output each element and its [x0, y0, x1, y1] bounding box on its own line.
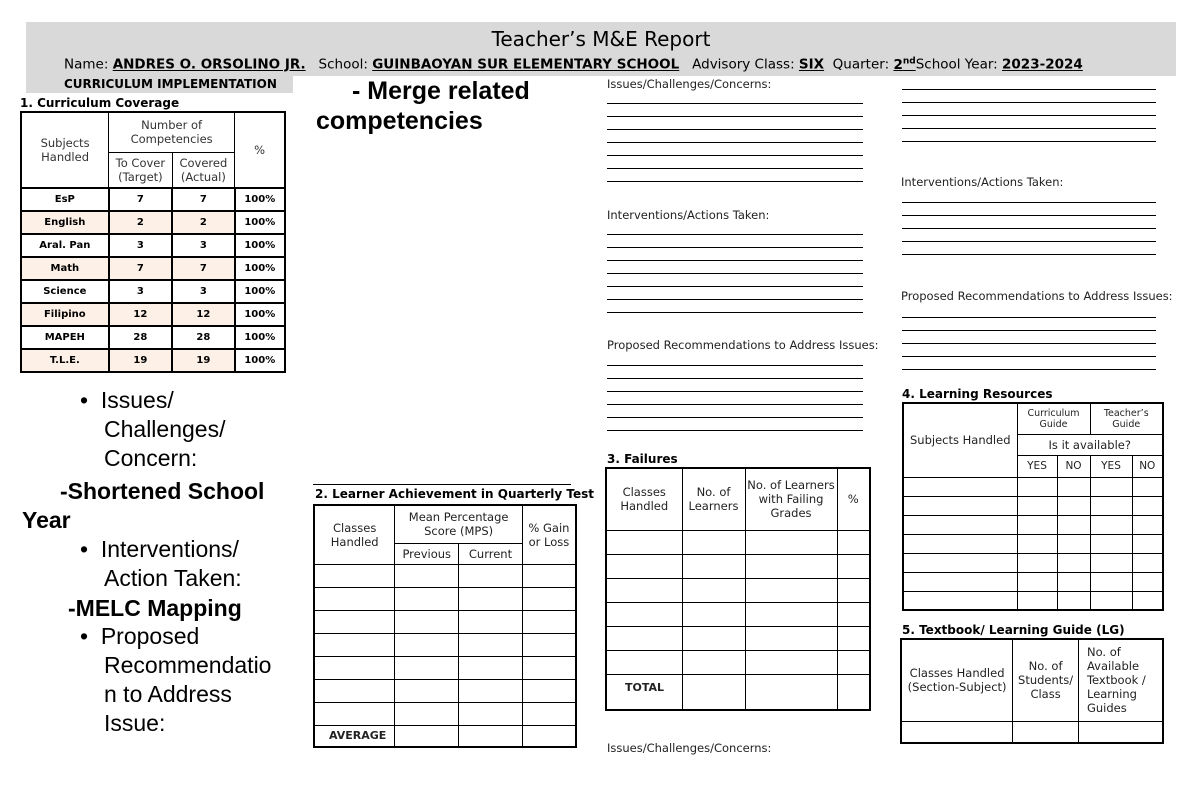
bullet-icon: • [80, 623, 89, 649]
to-cover-cell: 19 [109, 349, 172, 372]
col-no-learners: No. of Learners [682, 468, 745, 530]
col-percent: % [235, 112, 285, 188]
table-row [606, 650, 870, 674]
percent-cell: 100% [235, 326, 285, 349]
covered-cell: 3 [172, 234, 234, 257]
table-row [21, 234, 285, 257]
coverage-title: 1. Curriculum Coverage [20, 96, 180, 110]
col-percent: % [837, 468, 870, 530]
table-row [21, 188, 285, 211]
table-row [314, 610, 576, 633]
table-row [21, 211, 285, 234]
col4-interventions-lines [902, 190, 1156, 255]
total-label: TOTAL [606, 674, 682, 710]
percent-cell: 100% [235, 280, 285, 303]
col-classes-handled: Classes Handled [606, 468, 682, 530]
table-row [21, 326, 285, 349]
col4-issues-lines [902, 77, 1156, 142]
issues-lines [607, 91, 863, 182]
col-current: Current [459, 543, 523, 564]
table-row [606, 554, 870, 578]
total-row [606, 674, 870, 710]
subject-cell: T.L.E. [21, 349, 109, 372]
issues-label: Issues/Challenges/Concerns: [607, 77, 772, 91]
table-row [21, 349, 285, 372]
report-info-line [64, 56, 1083, 73]
table-row [21, 257, 285, 280]
coverage-table [20, 111, 286, 373]
table-row [606, 626, 870, 650]
col-covered: Covered (Actual) [172, 152, 234, 188]
table-row [314, 564, 576, 587]
col4-interventions-label: Interventions/Actions Taken: [901, 175, 1064, 189]
average-row [314, 725, 576, 747]
to-cover-cell: 28 [109, 326, 172, 349]
to-cover-cell: 7 [109, 257, 172, 280]
answer-issues-line2: Year [22, 507, 71, 533]
teacher-name: ANDRES O. ORSOLINO JR. [112, 56, 306, 73]
col4-proposed-lines [902, 305, 1156, 370]
to-cover-cell: 12 [109, 303, 172, 326]
table-row [314, 702, 576, 725]
subject-cell: MAPEH [21, 326, 109, 349]
subject-cell: Science [21, 280, 109, 303]
school-name: GUINBAOYAN SUR ELEMENTARY SCHOOL [372, 56, 680, 73]
table-row [21, 280, 285, 303]
failures-table [605, 467, 871, 711]
table-row [903, 534, 1163, 553]
table-row [901, 721, 1163, 743]
bullet-interventions: • Interventions/ Action Taken: [80, 536, 242, 591]
table-row [606, 578, 870, 602]
proposed-label: Proposed Recommendations to Address Issues: [607, 338, 879, 352]
learning-resources-table [902, 402, 1164, 611]
learner-achievement-table [313, 504, 577, 748]
table-row [903, 591, 1163, 610]
percent-cell: 100% [235, 349, 285, 372]
bullet-proposed: • Proposed Recommendatio n to Address Issue: [80, 623, 272, 736]
col-is-available: Is it available? [1017, 435, 1163, 456]
quarter-value: 2nd [893, 56, 916, 73]
report-header [26, 22, 1176, 76]
percent-cell: 100% [235, 234, 285, 257]
bullet-issues: • Issues/ Challenges/ Concern: [80, 387, 226, 471]
percent-cell: 100% [235, 257, 285, 280]
table-row [606, 530, 870, 554]
tg-no: NO [1132, 456, 1163, 477]
table-row [21, 303, 285, 326]
school-year-label: School Year: [915, 56, 998, 73]
school-label: School: [318, 56, 368, 73]
col-subjects-handled: Subjects Handled [903, 403, 1017, 477]
learner-achievement-title: 2. Learner Achievement in Quarterly Test [315, 487, 595, 501]
percent-cell: 100% [235, 303, 285, 326]
table-row [903, 477, 1163, 496]
learning-resources-title: 4. Learning Resources [902, 387, 1053, 401]
table-row [903, 515, 1163, 534]
curriculum-implementation-band: CURRICULUM IMPLEMENTATION [26, 76, 293, 93]
table-row [903, 553, 1163, 572]
covered-cell: 28 [172, 326, 234, 349]
table-row [314, 633, 576, 656]
col-number-competencies: Number of Competencies [109, 112, 235, 152]
table-row [903, 496, 1163, 515]
subject-cell: English [21, 211, 109, 234]
subject-cell: Filipino [21, 303, 109, 326]
answer-issues-line1: -Shortened School [60, 478, 265, 504]
covered-cell: 12 [172, 303, 234, 326]
col-mps: Mean Percentage Score (MPS) [395, 505, 522, 543]
col-available-textbooks: No. of Available Textbook / Learning Guides [1078, 639, 1163, 721]
proposed-lines [607, 353, 863, 431]
average-label: AVERAGE [314, 725, 395, 747]
table-row [314, 656, 576, 679]
table-row [606, 602, 870, 626]
merge-note [316, 76, 530, 136]
percent-cell: 100% [235, 188, 285, 211]
failures-title: 3. Failures [607, 452, 678, 466]
answer-interventions: -MELC Mapping [68, 595, 242, 621]
report-title: Teacher’s M&E Report [491, 27, 711, 51]
percent-cell: 100% [235, 211, 285, 234]
col-teachers-guide: Teacher’s Guide [1090, 403, 1163, 435]
textbook-title: 5. Textbook/ Learning Guide (LG) [902, 623, 1125, 637]
bullet-icon: • [80, 536, 89, 562]
col-failing-grades: No. of Learners with Failing Grades [745, 468, 837, 530]
bullet-icon: • [80, 387, 89, 413]
col4-proposed-label: Proposed Recommendations to Address Issues: [901, 289, 1173, 303]
advisory-label: Advisory Class: [692, 56, 795, 73]
interventions-lines [607, 222, 863, 313]
textbook-table [900, 638, 1164, 744]
covered-cell: 2 [172, 211, 234, 234]
col-no-students: No. of Students/ Class [1013, 639, 1079, 721]
name-label: Name: [64, 56, 109, 73]
covered-cell: 19 [172, 349, 234, 372]
merge-note-line1: - Merge related [352, 77, 530, 105]
subject-cell: Aral. Pan [21, 234, 109, 257]
col-curriculum-guide: Curriculum Guide [1017, 403, 1090, 435]
issues-bottom-label: Issues/Challenges/Concerns: [607, 741, 772, 755]
covered-cell: 7 [172, 257, 234, 280]
advisory-class: SIX [798, 56, 825, 73]
cg-no: NO [1057, 456, 1090, 477]
cg-yes: YES [1017, 456, 1057, 477]
quarter-label: Quarter: [832, 56, 890, 73]
col-classes-handled: Classes Handled [314, 505, 395, 564]
col-previous: Previous [395, 543, 459, 564]
to-cover-cell: 7 [109, 188, 172, 211]
tg-yes: YES [1090, 456, 1132, 477]
to-cover-cell: 2 [109, 211, 172, 234]
interventions-label: Interventions/Actions Taken: [607, 208, 770, 222]
subject-cell: Math [21, 257, 109, 280]
table-row [314, 679, 576, 702]
merge-note-line2: competencies [316, 107, 483, 135]
table-row [314, 587, 576, 610]
col-gain-loss: % Gain or Loss [522, 505, 576, 564]
covered-cell: 3 [172, 280, 234, 303]
col-classes-handled: Classes Handled (Section-Subject) [901, 639, 1013, 721]
col-subjects: Subjects Handled [21, 112, 109, 188]
to-cover-cell: 3 [109, 234, 172, 257]
to-cover-cell: 3 [109, 280, 172, 303]
subject-cell: EsP [21, 188, 109, 211]
table-row [903, 572, 1163, 591]
col-to-cover: To Cover (Target) [109, 152, 172, 188]
covered-cell: 7 [172, 188, 234, 211]
school-year: 2023-2024 [1002, 56, 1083, 73]
